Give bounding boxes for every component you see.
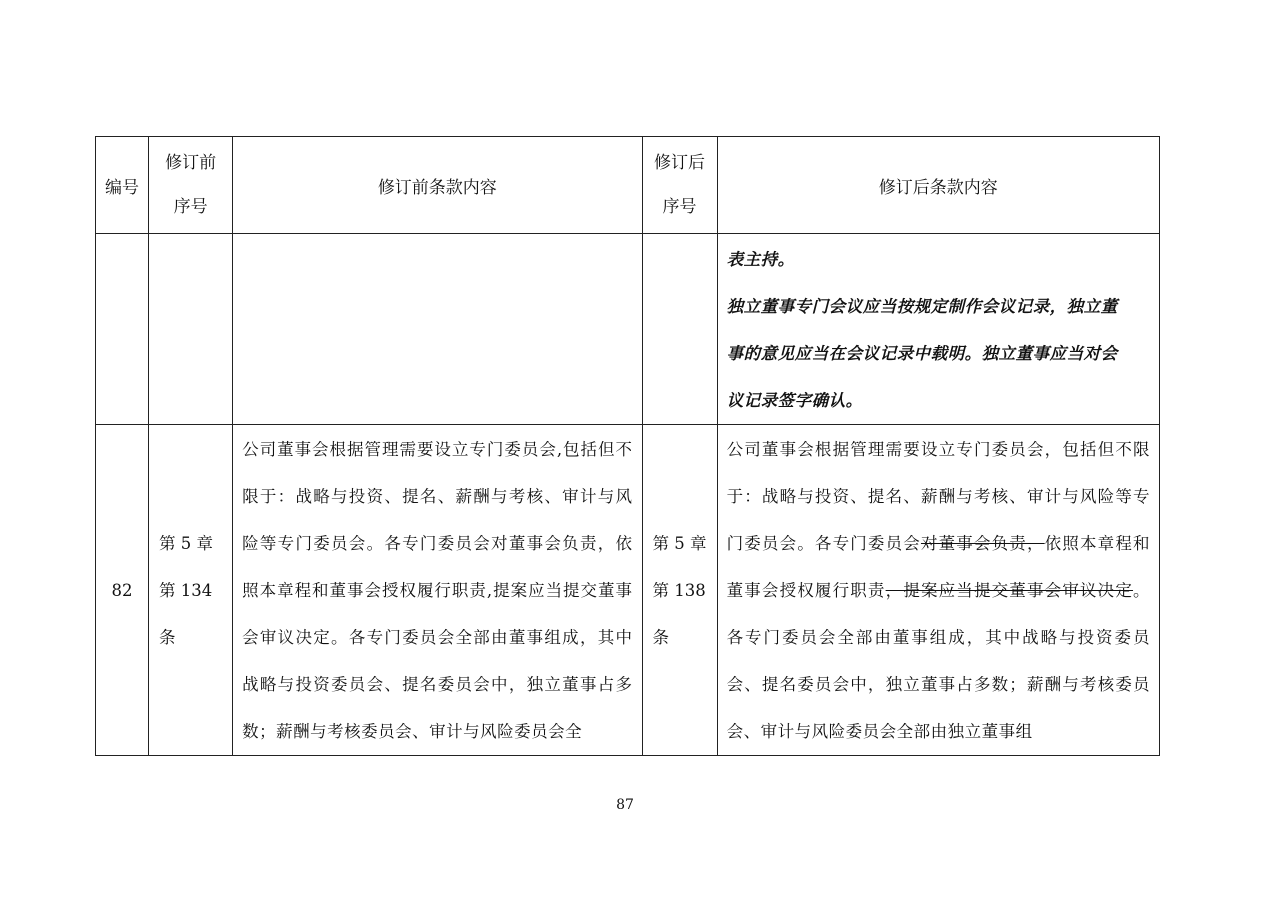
cell-number: 82 (96, 425, 149, 756)
cell-old-seq (149, 234, 233, 425)
deleted-text: ，提案应当提交董事会审议决定 (885, 580, 1134, 600)
header-new-content: 修订后条款内容 (717, 137, 1159, 234)
new-content-line: 表主持。 (726, 250, 795, 269)
header-old-content: 修订前条款内容 (233, 137, 642, 234)
new-content-line: 独立董事专门会议应当按规定制作会议记录，独立董 (726, 297, 1118, 316)
cell-new-seq (642, 234, 717, 425)
cell-number (96, 234, 149, 425)
new-content-line: 事的意见应当在会议记录中载明。独立董事应当对会 (726, 344, 1118, 363)
cell-new-content (717, 234, 1159, 425)
cell-new-content: 公司董事会根据管理需要设立专门委员会，包括但不限于：战略与投资、提名、薪酬与考核、审计与风险等专门委员会。各专门委员会对董事会负责，依照本章程和董事会授权履行职责，提案应当提交董事会审议决定。各专门委员会全部由董事组成，其中战略与投资委员会、提名委员会中，独立董事占多数；薪酬与考核委员会、审计与风险委员会全部由独立董事组 (717, 425, 1159, 756)
cell-new-seq: 第 5 章 第 138 条 (642, 425, 717, 756)
header-number: 编号 (96, 137, 149, 234)
table-row (96, 425, 1160, 756)
deleted-text: 对董事会负责， (920, 533, 1045, 553)
new-content-line: 议记录签字确认。 (726, 391, 863, 410)
table-header-row (96, 137, 1160, 234)
table-row (96, 234, 1160, 425)
header-old-seq: 修订前 序号 (149, 137, 233, 234)
cell-old-seq: 第 5 章 第 134 条 (149, 425, 233, 756)
revision-table (95, 136, 1160, 756)
header-new-seq: 修订后 序号 (642, 137, 717, 234)
cell-old-content (233, 234, 642, 425)
cell-old-content: 公司董事会根据管理需要设立专门委员会,包括但不限于：战略与投资、提名、薪酬与考核、审计与风险等专门委员会。各专门委员会对董事会负责，依照本章程和董事会授权履行职责,提案应当提交董事会审议决定。各专门委员会全部由董事组成，其中战略与投资委员会、提名委员会中，独立董事占多数；薪酬与考核委员会、审计与风险委员会全 (233, 425, 642, 756)
page-number: 87 (616, 797, 634, 813)
